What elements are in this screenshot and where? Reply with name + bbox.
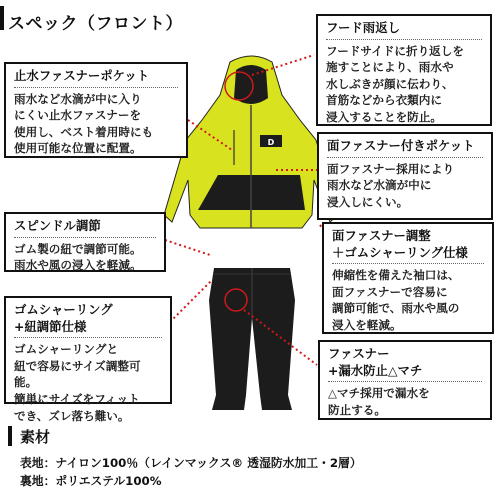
page-title: スペック（フロント） [8, 14, 183, 34]
callout-fastener [318, 340, 492, 420]
callout-cuff-heading2: ＋ゴムシャーリング仕様 [332, 244, 468, 260]
callout-cuff [322, 222, 494, 334]
callout-fastener-heading-group [328, 346, 482, 382]
callout-fastener-heading: ファスナー [328, 346, 390, 361]
callout-spindle [4, 212, 166, 272]
callout-water-zip-pocket [4, 62, 188, 158]
pants-image [209, 268, 295, 410]
callout-fastener-body: △マチ採用で漏水を 防止する。 [328, 386, 430, 417]
callout-shirring-body: ゴムシャーリングと 紐で容易にサイズ調整可能。 簡単にサイズをフィット でき、ズレ落ち難い。 [14, 342, 141, 423]
callout-hood-heading: フード雨返し [326, 20, 482, 40]
callout-shirring-heading2: +紐調節仕様 [14, 318, 87, 334]
callout-shirring-heading: ゴムシャーリング [14, 302, 113, 317]
callout-cuff-heading-group [332, 228, 484, 264]
callout-shirring [4, 296, 172, 423]
callout-hood [316, 14, 492, 126]
callout-cuff-body: 伸縮性を備えた袖口は、 面ファスナーで容易に 調節可能で、雨水や風の 浸入を軽減。 [332, 268, 460, 332]
materials-heading: 素材 [20, 428, 51, 446]
callout-water-zip-body: 雨水など水滴が中に入り にくい止水ファスナーを 使用し、ベスト着用時にも 使用可能な位置に配置。 [14, 91, 154, 156]
callout-shirring-heading-group [14, 302, 162, 338]
callout-spindle-body: ゴム製の紐で調節可能。 雨水や風の浸入を軽減。 [14, 241, 142, 273]
jacket-image [164, 56, 338, 228]
callout-face-zip-pocket [317, 132, 493, 220]
materials-outer: 表地：ナイロン100％（レインマックス® 透湿防水加工・2層） [20, 456, 362, 470]
materials-inner: 裏地：ポリエステル100% [20, 474, 162, 488]
materials-bar [8, 426, 12, 446]
callout-spindle-heading: スピンドル調節 [14, 218, 156, 238]
callout-face-zip-body: 面ファスナー採用により 雨水など水滴が中に 浸入しにくい。 [327, 161, 455, 209]
callout-face-zip-heading: 面ファスナー付きポケット [327, 138, 483, 158]
callout-hood-body: フードサイドに折り返しを 施すことにより、雨水や 水しぶきが顔に伝わり、 首筋などから衣類内に 浸入することを防止。 [326, 43, 464, 124]
callout-cuff-heading: 面ファスナー調整 [332, 228, 431, 243]
callout-fastener-heading2: +漏水防止△マチ [328, 362, 423, 378]
callout-water-zip-heading: 止水ファスナーポケット [14, 68, 178, 88]
brand-mark: D [267, 138, 275, 147]
